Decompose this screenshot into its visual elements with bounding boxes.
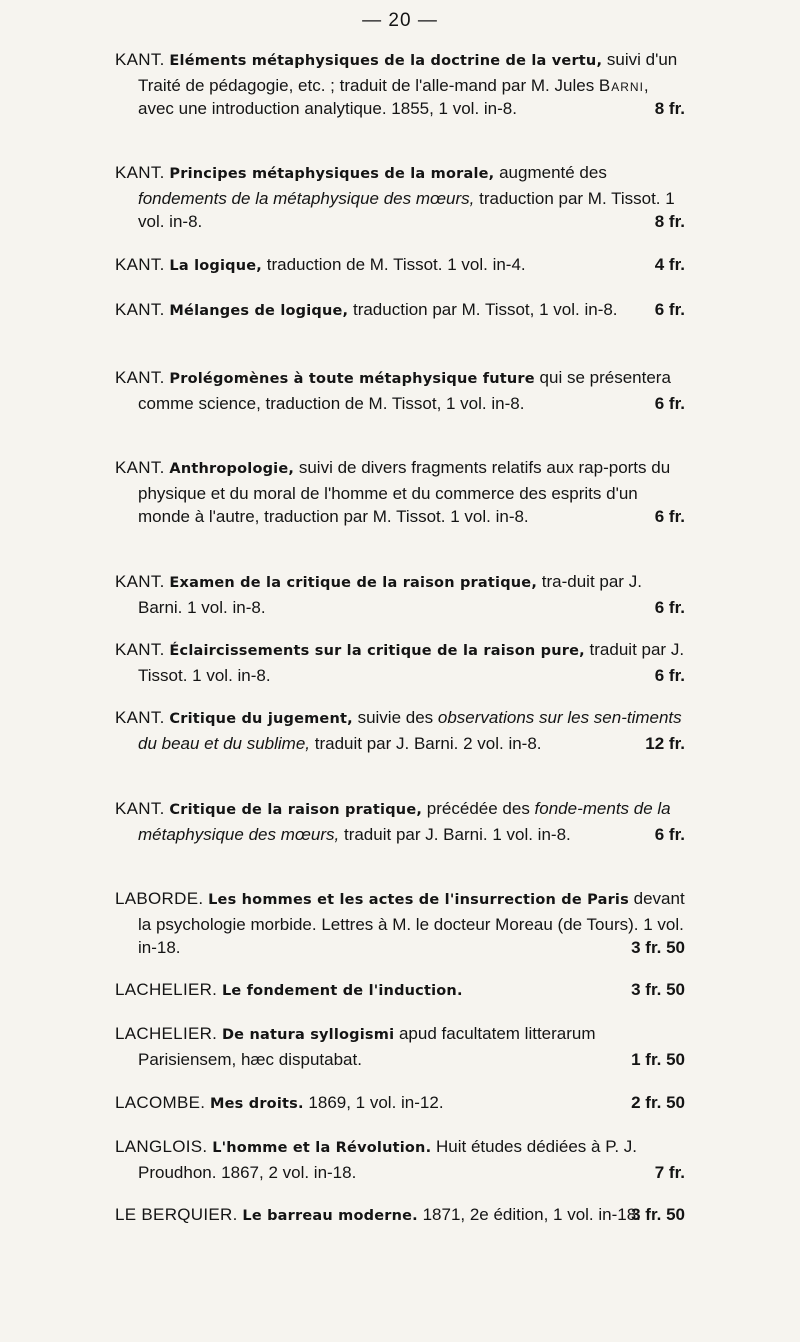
entry-text: précédée des: [422, 799, 535, 818]
entry-author: KANT.: [115, 572, 165, 591]
catalog-entry: [115, 456, 685, 529]
entry-italic: observations sur les sen-timents du beau et du sublime,: [138, 708, 682, 753]
entry-title: L'homme et la Révolution.: [212, 1140, 432, 1156]
catalog-entry: [115, 366, 685, 415]
entry-text: avec une introduction analytique. 1855, 1 vol. in-8.: [138, 99, 517, 118]
entry-author: LACHELIER.: [115, 980, 218, 999]
entry-title: Eléments métaphysiques de la doctrine de la vertu,: [169, 53, 603, 69]
entry-text: traduit par J. Tissot. 1 vol. in-8.: [138, 640, 685, 685]
entry-title: Principes métaphysiques de la morale,: [169, 166, 495, 182]
entry-title: La logique,: [169, 258, 263, 274]
catalog-entry: [115, 298, 685, 324]
entry-title: Mélanges de logique,: [169, 303, 349, 319]
entry-author: LANGLOIS.: [115, 1137, 208, 1156]
catalog-entry: [115, 1203, 685, 1229]
catalog-entry: [115, 1022, 685, 1071]
catalog-entry: [115, 887, 685, 960]
catalog-entry: [115, 797, 685, 846]
entry-text: suivi de divers fragments relatifs aux rap-ports du physique et du moral de l'homme et du commerce des esprits d'un monde à l'autre, traduction par M. Tissot. 1 vol. in-8.: [138, 458, 671, 526]
entry-text: 1871, 2e édition, 1 vol. in-18.: [417, 1205, 641, 1224]
entry-price: 7 fr.: [654, 1162, 685, 1182]
entry-price: 8 fr.: [654, 99, 685, 118]
entry-italic: fondements de la métaphysique des mœurs,: [138, 188, 475, 208]
entry-title: Les hommes et les actes de l'insurrection de Paris: [208, 892, 629, 908]
catalog-entry: [115, 1135, 685, 1184]
entry-author: KANT.: [115, 708, 165, 727]
entry-title: Le barreau moderne.: [242, 1208, 418, 1224]
entry-title: Mes droits.: [210, 1096, 304, 1112]
entry-title: Prolégomènes à toute métaphysique future: [169, 371, 535, 387]
entry-author: KANT.: [115, 163, 165, 182]
catalog-entry: [115, 706, 685, 755]
entry-price: 12 fr.: [645, 733, 685, 753]
entry-author: LABORDE.: [115, 889, 204, 908]
entry-price: 8 fr.: [654, 212, 685, 231]
entry-price: 6 fr.: [654, 300, 685, 319]
entry-text: devant la psychologie morbide. Lettres à M. le docteur Moreau (de Tours). 1 vol. in-18.: [138, 889, 685, 957]
entry-text: traduction par M. Tissot. 1 vol. in-8.: [138, 188, 675, 231]
entry-author: LACOMBE.: [115, 1093, 206, 1112]
entry-price: 6 fr.: [654, 393, 685, 413]
entry-title: Critique de la raison pratique,: [169, 802, 423, 818]
entry-text: traduction de M. Tissot. 1 vol. in-4.: [262, 255, 526, 274]
entry-text: traduit par J. Barni. 2 vol. in-8.: [310, 733, 542, 753]
entry-price: 3 fr. 50: [631, 938, 685, 957]
entry-text: augmenté des: [494, 163, 607, 182]
catalog-entry: [115, 48, 685, 121]
catalog-entry: [115, 638, 685, 687]
entry-author: KANT.: [115, 255, 165, 274]
entry-title: Examen de la critique de la raison pratique,: [169, 575, 538, 591]
entry-price: 6 fr.: [654, 665, 685, 685]
entry-price: 6 fr.: [654, 824, 685, 844]
entry-author: KANT.: [115, 368, 165, 387]
entry-text: qui se présentera comme science, traduction de M. Tissot, 1 vol. in-8.: [138, 368, 671, 413]
catalog-entry: [115, 253, 685, 279]
entry-title: Le fondement de l'induction.: [221, 983, 463, 999]
entry-text: apud facultatem litterarum Parisiensem, hæc disputabat.: [138, 1024, 596, 1069]
entry-title: De natura syllogismi: [221, 1027, 395, 1043]
entry-price: 4 fr.: [654, 255, 685, 274]
entry-text: traduit par J. Barni. 1 vol. in-8.: [339, 824, 571, 844]
entry-price: 1 fr. 50: [631, 1049, 685, 1069]
entry-text: Huit études dédiées à P. J. Proudhon. 1867, 2 vol. in-18.: [138, 1137, 638, 1182]
entry-price: 3 fr. 50: [631, 980, 685, 999]
entry-title: Critique du jugement,: [169, 711, 353, 727]
entry-author: KANT.: [115, 799, 165, 818]
entry-price: 6 fr.: [654, 597, 685, 617]
page-number: — 20 —: [362, 10, 438, 31]
entry-price: 3 fr. 50: [631, 1205, 685, 1224]
entry-text: suivie des: [352, 708, 438, 727]
entry-text: tra-duit par J. Barni. 1 vol. in-8.: [138, 572, 642, 617]
catalog-entry: [115, 570, 685, 619]
catalog-entry: [115, 1091, 685, 1117]
catalog-entry: [115, 978, 685, 1004]
catalog-entry: [115, 161, 685, 234]
entry-price: 2 fr. 50: [631, 1093, 685, 1112]
entry-text: suivi d'un Traité de pédagogie, etc. ; traduit de l'alle-mand par M. Jules: [138, 50, 678, 95]
entry-author: KANT.: [115, 300, 165, 319]
entry-name: Barni,: [598, 75, 650, 95]
entry-author: KANT.: [115, 458, 165, 477]
entry-author: LE BERQUIER.: [115, 1205, 238, 1224]
entry-text: traduction par M. Tissot, 1 vol. in-8.: [348, 300, 618, 319]
entry-text: 1869, 1 vol. in-12.: [303, 1093, 444, 1112]
entry-price: 6 fr.: [654, 507, 685, 526]
entry-author: LACHELIER.: [115, 1024, 218, 1043]
entry-author: KANT.: [115, 50, 165, 69]
entry-title: Anthropologie,: [169, 461, 295, 477]
entry-italic: fonde-ments de la métaphysique des mœurs,: [138, 799, 671, 844]
entry-title: Éclaircissements sur la critique de la raison pure,: [169, 643, 585, 659]
entry-author: KANT.: [115, 640, 165, 659]
